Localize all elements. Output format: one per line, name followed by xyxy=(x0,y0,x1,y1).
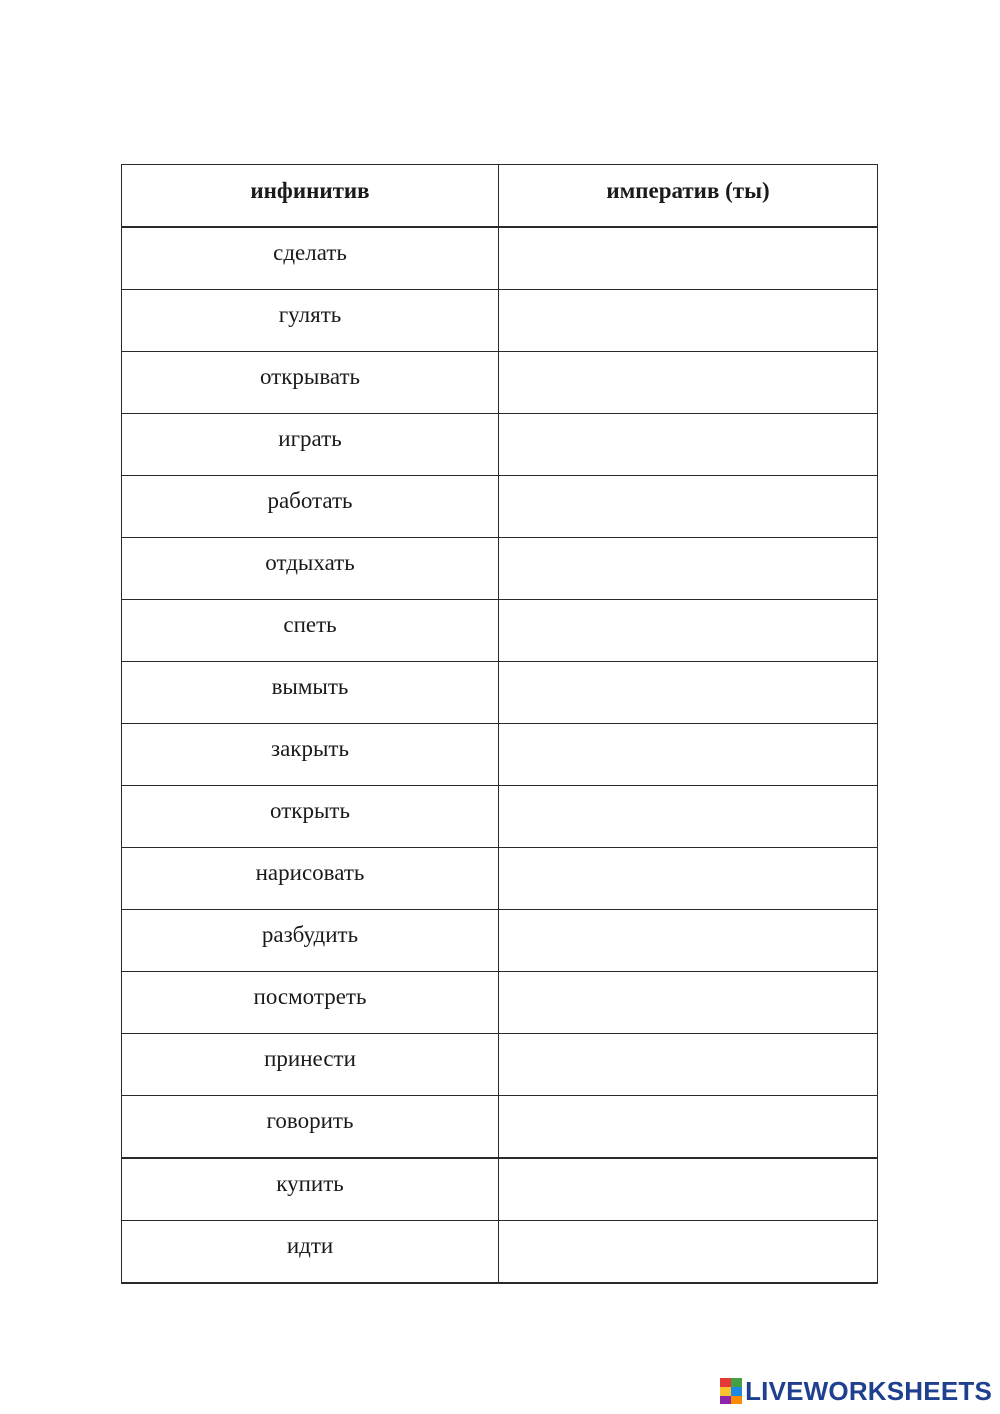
imperative-answer-cell[interactable] xyxy=(499,600,878,662)
header-infinitive: инфинитив xyxy=(122,165,499,228)
infinitive-cell: играть xyxy=(122,414,499,476)
table-row xyxy=(122,290,878,352)
imperative-answer-cell[interactable] xyxy=(499,414,878,476)
table-row xyxy=(122,600,878,662)
infinitive-cell: вымыть xyxy=(122,662,499,724)
liveworksheets-logo-icon xyxy=(720,1378,742,1404)
liveworksheets-logo xyxy=(720,1376,992,1406)
imperative-answer-cell[interactable] xyxy=(499,538,878,600)
infinitive-cell: разбудить xyxy=(122,910,499,972)
imperative-answer-cell[interactable] xyxy=(499,662,878,724)
table-row xyxy=(122,1158,878,1221)
table-row xyxy=(122,724,878,786)
infinitive-cell: спеть xyxy=(122,600,499,662)
imperative-answer-cell[interactable] xyxy=(499,290,878,352)
imperative-answer-cell[interactable] xyxy=(499,724,878,786)
table-row xyxy=(122,476,878,538)
logo-block xyxy=(731,1396,742,1404)
table-row xyxy=(122,786,878,848)
table-header-row xyxy=(122,165,878,228)
imperative-answer-cell[interactable] xyxy=(499,1034,878,1096)
logo-block xyxy=(731,1387,742,1396)
table-row xyxy=(122,910,878,972)
logo-block xyxy=(731,1378,742,1387)
logo-block xyxy=(720,1387,731,1396)
header-imperative: императив (ты) xyxy=(499,165,878,228)
table-row xyxy=(122,352,878,414)
imperative-answer-cell[interactable] xyxy=(499,972,878,1034)
table-row xyxy=(122,662,878,724)
table-row xyxy=(122,414,878,476)
imperative-answer-cell[interactable] xyxy=(499,476,878,538)
infinitive-cell: идти xyxy=(122,1221,499,1284)
infinitive-cell: говорить xyxy=(122,1096,499,1159)
table-row xyxy=(122,1034,878,1096)
verb-table xyxy=(121,164,878,1284)
infinitive-cell: отдыхать xyxy=(122,538,499,600)
infinitive-cell: нарисовать xyxy=(122,848,499,910)
table-row xyxy=(122,1096,878,1159)
infinitive-cell: принести xyxy=(122,1034,499,1096)
infinitive-cell: гулять xyxy=(122,290,499,352)
imperative-answer-cell[interactable] xyxy=(499,1096,878,1159)
infinitive-cell: открывать xyxy=(122,352,499,414)
imperative-answer-cell[interactable] xyxy=(499,910,878,972)
table-row xyxy=(122,1221,878,1284)
table-row xyxy=(122,538,878,600)
infinitive-cell: сделать xyxy=(122,227,499,290)
infinitive-cell: открыть xyxy=(122,786,499,848)
infinitive-cell: купить xyxy=(122,1158,499,1221)
logo-text: LIVEWORKSHEETS xyxy=(745,1375,992,1406)
infinitive-cell: работать xyxy=(122,476,499,538)
infinitive-cell: посмотреть xyxy=(122,972,499,1034)
logo-block xyxy=(720,1396,731,1404)
imperative-answer-cell[interactable] xyxy=(499,786,878,848)
logo-block xyxy=(720,1378,731,1387)
imperative-answer-cell[interactable] xyxy=(499,848,878,910)
imperative-answer-cell[interactable] xyxy=(499,1221,878,1284)
imperative-answer-cell[interactable] xyxy=(499,227,878,290)
table-row xyxy=(122,972,878,1034)
table-row xyxy=(122,848,878,910)
table-row xyxy=(122,227,878,290)
infinitive-cell: закрыть xyxy=(122,724,499,786)
imperative-answer-cell[interactable] xyxy=(499,1158,878,1221)
imperative-answer-cell[interactable] xyxy=(499,352,878,414)
